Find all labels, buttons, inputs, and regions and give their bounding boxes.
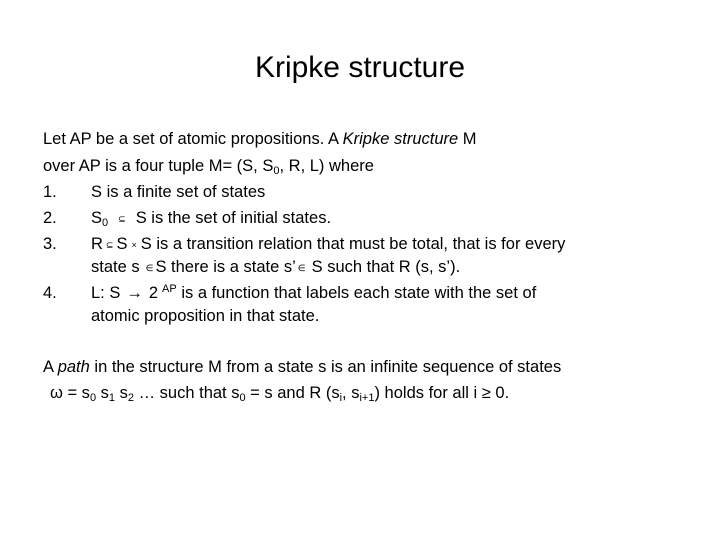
path-text: A [43, 358, 58, 376]
item-1 [91, 180, 265, 204]
item-4-line-1 [91, 281, 536, 305]
item-3-line-1 [91, 232, 565, 257]
intro-text: , R, L) where [279, 157, 374, 175]
subscript: 0 [89, 392, 97, 404]
item-text: S is the set of initial states. [135, 209, 332, 227]
subscript: 0 [239, 392, 246, 404]
item-text: S such that R (s, s’). [311, 258, 461, 276]
item-number-1: 1. [43, 183, 57, 201]
intro-text: M [458, 130, 477, 148]
item-2 [91, 206, 331, 231]
item-text: atomic proposition in that state. [91, 307, 320, 325]
item-text: S [116, 235, 128, 253]
path-text: s [96, 384, 109, 402]
intro-text: over AP is a four tuple M= (S, S [43, 157, 274, 175]
item-number-4: 4. [43, 284, 57, 302]
intro-emphasis: Kripke structure [342, 130, 459, 148]
item-number-2: 2. [43, 209, 57, 227]
subscript: 1 [108, 392, 116, 404]
times-symbol: × [131, 240, 137, 250]
item-text: S there is a state s’ [155, 258, 296, 276]
path-emphasis: path [57, 358, 90, 376]
path-line-1 [43, 355, 561, 379]
item-text: S is a finite set of states [91, 183, 266, 201]
item-text: R [91, 235, 103, 253]
path-text: ω = s [50, 384, 90, 402]
subseteq-symbol: ⊆ [105, 240, 114, 250]
element-of-symbol: ∈ [297, 263, 306, 273]
subscript: i [339, 392, 343, 404]
superscript: AP [162, 283, 177, 295]
path-text: ) holds for all i ≥ 0. [374, 384, 510, 402]
path-text: = s and R (s [245, 384, 340, 402]
path-text: s [115, 384, 128, 402]
intro-text: Let AP be a set of atomic propositions. A [43, 130, 343, 148]
path-text: , s [342, 384, 360, 402]
item-text: L: S [91, 284, 121, 302]
item-text: S is a transition relation that must be total, that is for every [140, 235, 566, 253]
element-of-symbol: ∈ [145, 263, 154, 273]
item-text: state s [91, 258, 140, 276]
subscript: 0 [273, 165, 280, 177]
item-3-line-2 [91, 255, 460, 280]
arrow-symbol: → [126, 284, 143, 302]
subseteq-symbol: ⊆ [118, 214, 126, 224]
item-4-line-2 [91, 304, 319, 328]
subscript: i+1 [359, 392, 375, 404]
item-text: is a function that labels each state with the set of [176, 284, 537, 302]
path-text: … such that s [134, 384, 240, 402]
path-line-2 [50, 381, 509, 405]
subscript: 2 [127, 392, 134, 404]
slide-title: Kripke structure [254, 51, 466, 84]
path-text: in the structure M from a state s is an infinite sequence of states [89, 358, 562, 376]
subscript: 0 [102, 217, 109, 229]
intro-line-2 [43, 154, 374, 178]
intro-line-1 [43, 127, 477, 151]
item-number-3: 3. [43, 235, 57, 253]
item-text: S [91, 209, 103, 227]
item-text: 2 [148, 284, 159, 302]
